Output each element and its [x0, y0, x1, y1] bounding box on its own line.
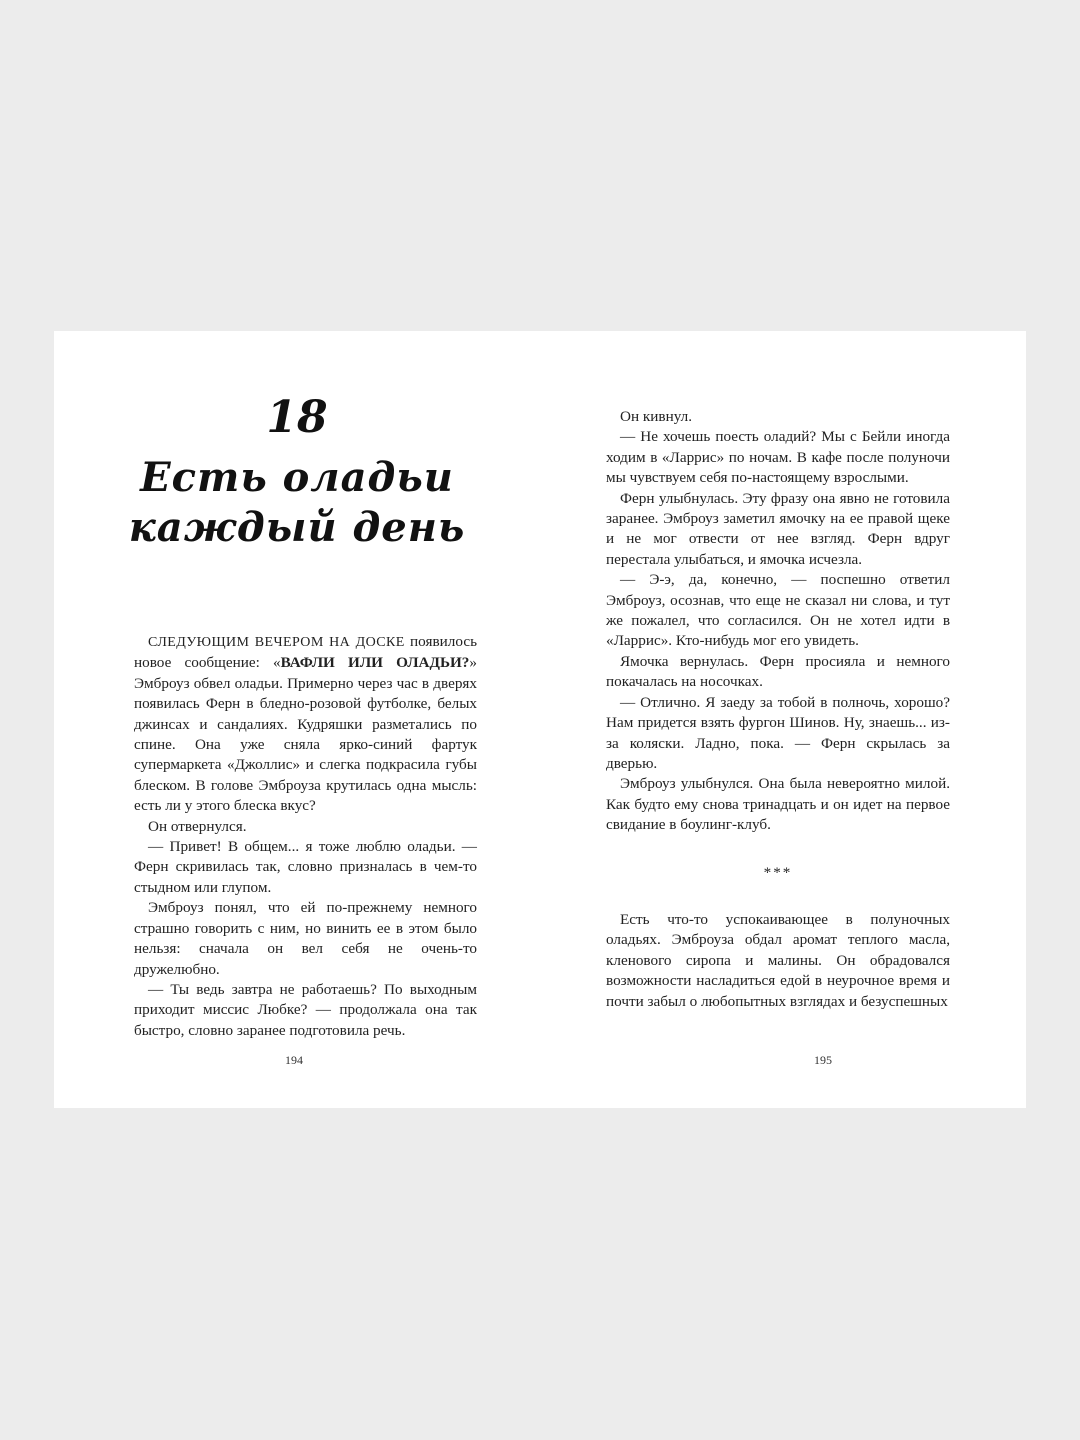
paragraph: — Ты ведь завтра не работаешь? По выходным приходит миссис Любке? — продолжала она так быстро, словно заранее подготовила речь. [134, 980, 477, 1039]
chapter-title-line-2: каждый день [128, 504, 466, 551]
paragraph: Он кивнул. [620, 408, 692, 425]
left-page [54, 331, 540, 1108]
chapter-number: 18 [266, 392, 328, 443]
paragraph: Он отвернулся. [148, 817, 247, 835]
right-page [540, 331, 1026, 1108]
page-number: 194 [285, 1053, 303, 1067]
page-number: 195 [814, 1053, 832, 1067]
book-spread [54, 331, 1026, 1108]
paragraph: Ферн улыбнулась. Эту фразу она явно не готовила заранее. Эмброуз заметил ямочку на ее правой щеке и не мог отвести от нее взгляд. Ферн вдруг перестала улыбаться, и ямочка исчезла. [606, 489, 950, 568]
chapter-title-line-1: Есть оладьи [140, 454, 454, 501]
chapter-title [54, 453, 540, 553]
left-page-text [134, 632, 477, 1041]
paragraph: Эмброуз понял, что ей по-прежнему немного страшно говорить с ним, но винить ее в этом было нельзя: сначала он вел себя не очень-то дружелюбно. [134, 899, 477, 978]
paragraph-text: » Эмброуз обвел оладьи. Примерно через час в дверях появилась Ферн в бледно-розовой футболке, белых джинсах и сандалиях. Кудряшки разметались по спине. Она уже сняла ярко-синий фартук супермаркета «Джоллис» и слегка подкрасила губы блеском. В голове Эмброуза крутилась одна мысль: есть ли у этого блеска вкус? [134, 654, 477, 815]
paragraph-lead: СЛЕДУЮЩИМ ВЕЧЕРОМ НА ДОСКЕ [148, 635, 405, 650]
paragraph: Эмброуз улыбнулся. Она была невероятно милой. Как будто ему снова тринадцать и он идет на первое свидание в боулинг-клуб. [606, 775, 950, 834]
paragraph [134, 632, 477, 817]
right-page-text [606, 407, 950, 1012]
section-separator: *** [763, 863, 793, 881]
paragraph-text: появилось новое сообщение: « [134, 633, 477, 672]
paragraph: Ямочка вернулась. Ферн просияла и немного покачалась на носочках. [606, 652, 950, 691]
paragraph: — Не хочешь поесть оладий? Мы с Бейли иногда ходим в «Ларрис» по ночам. В кафе после полуночи мы чувствуем себя по-настоящему взрослыми. [606, 428, 950, 487]
paragraph: — Отлично. Я заеду за тобой в полночь, хорошо? Нам придется взять фургон Шинов. Ну, знаешь... из-за коляски. Ладно, пока. — Ферн скрылась за дверью. [606, 693, 950, 772]
bold-phrase: ВАФЛИ ИЛИ ОЛАДЬИ? [280, 654, 470, 672]
paragraph: Есть что-то успокаивающее в полуночных оладьях. Эмброуза обдал аромат теплого масла, кленового сиропа и малины. Он обрадовался возможности насладиться едой в неурочное время и почти забыл о любопытных взглядах и безуспешных [606, 910, 950, 1010]
paragraph: — Э-э, да, конечно, — поспешно ответил Эмброуз, осознав, что еще не сказал ни слова, и тут же пожалел, что согласился. Он не хотел идти в «Ларрис». Кто-нибудь мог его увидеть. [606, 571, 950, 650]
paragraph: — Привет! В общем... я тоже люблю оладьи. — Ферн скривилась так, словно призналась в чем-то стыдном или глупом. [134, 838, 477, 896]
